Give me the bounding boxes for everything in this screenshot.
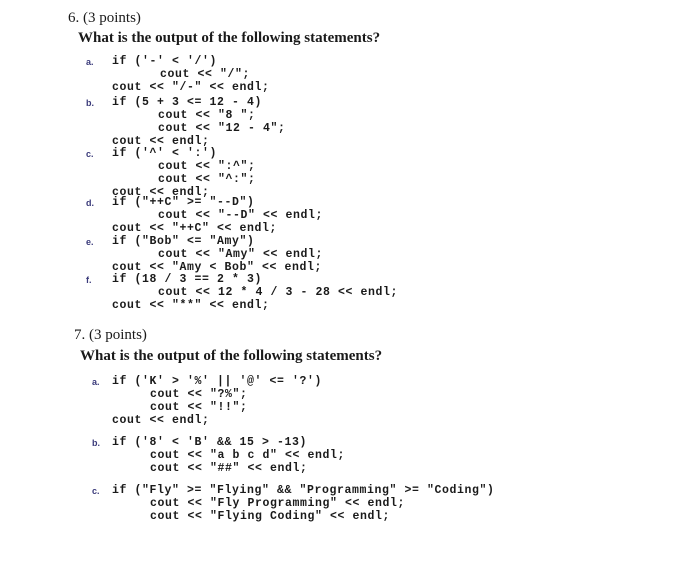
q6-part-f [0,273,700,313]
code-line: cout << "Amy < Bob" << endl; [112,261,323,274]
q6-part-b [0,96,700,150]
question-7-prompt: What is the output of the following statements? [80,348,383,364]
code-line: cout << "**" << endl; [112,299,270,312]
q6-part-d [0,196,700,236]
question-6-prompt: What is the output of the following statements? [78,30,381,46]
q6-part-e [0,235,700,275]
q6-part-a [0,55,700,95]
part-letter: c. [92,486,100,496]
part-letter: b. [86,98,94,108]
code-line: cout << "++C" << endl; [112,222,278,235]
code-line: if ('-' < '/') [112,55,218,68]
question-7-heading: 7. (3 points) [74,327,147,343]
question-6-heading: 6. (3 points) [68,10,141,26]
code-line: cout << "^:"; [158,173,256,186]
code-line: if ("Fly" >= "Flying" && "Programming" >= "Coding") [112,484,495,497]
code-line: if (18 / 3 == 2 * 3) [112,273,263,286]
code-line: cout << 12 * 4 / 3 - 28 << endl; [158,286,399,299]
code-line: cout << "?%"; [150,388,248,401]
code-line: cout << "/"; [160,68,251,81]
code-line: if ('K' > '%' || '@' <= '?') [112,375,323,388]
code-line: cout << "8 "; [158,109,256,122]
code-line: if ('8' < 'B' && 15 > -13) [112,436,308,449]
code-line: cout << "--D" << endl; [158,209,324,222]
code-line: cout << "a b c d" << endl; [150,449,346,462]
code-line: cout << endl; [112,135,210,148]
code-line: cout << "!!"; [150,401,248,414]
code-line: if ('^' < ':') [112,147,218,160]
part-letter: a. [92,377,100,387]
code-line: cout << endl; [112,186,210,199]
code-line: if (5 + 3 <= 12 - 4) [112,96,263,109]
part-letter: c. [86,149,94,159]
part-letter: f. [86,275,92,285]
part-letter: d. [86,198,94,208]
code-line: cout << "Flying Coding" << endl; [150,510,391,523]
code-line: cout << "Fly Programming" << endl; [150,497,406,510]
code-line: cout << "Amy" << endl; [158,248,324,261]
part-letter: a. [86,57,94,67]
q7-part-a [0,375,700,429]
q6-part-c [0,147,700,201]
code-line: cout << ":^"; [158,160,256,173]
code-line: cout << "##" << endl; [150,462,308,475]
part-letter: b. [92,438,100,448]
code-line: cout << "12 - 4"; [158,122,286,135]
part-letter: e. [86,237,94,247]
q7-part-c [0,484,700,524]
code-line: if ("++C" >= "--D") [112,196,255,209]
q7-part-b [0,436,700,476]
code-line: if ("Bob" <= "Amy") [112,235,255,248]
code-line: cout << "/-" << endl; [112,81,270,94]
code-line: cout << endl; [112,414,210,427]
